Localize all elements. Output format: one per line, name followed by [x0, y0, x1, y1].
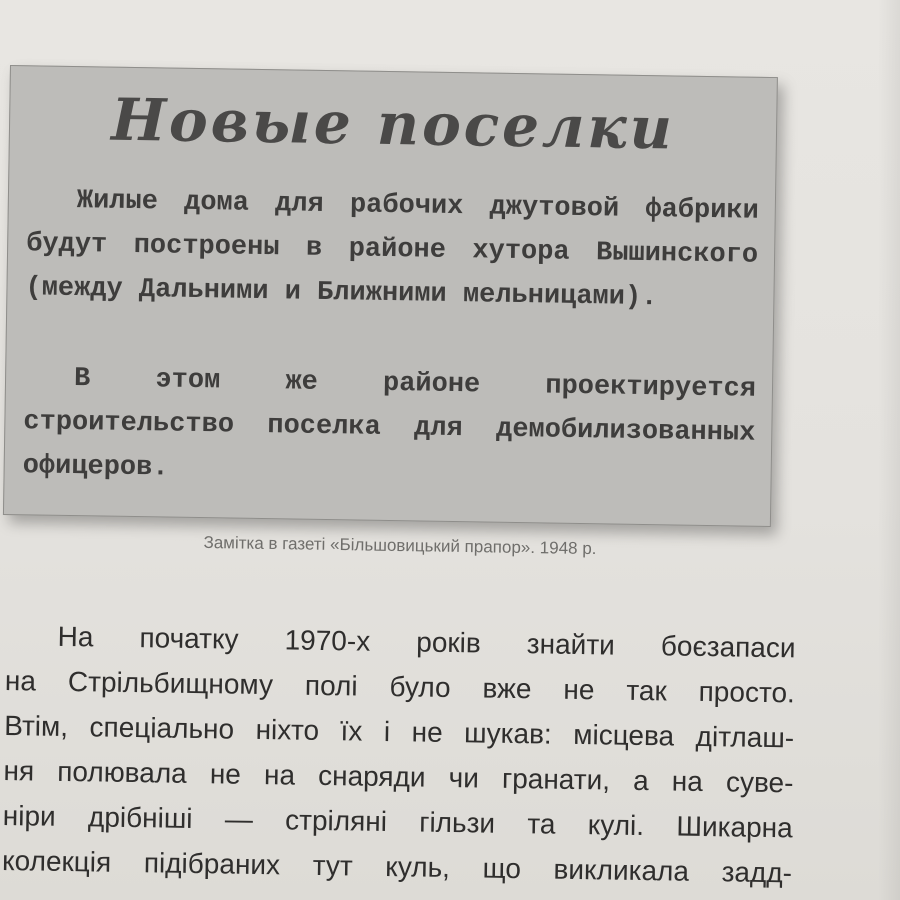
- clipping-title: Новые поселки: [110, 85, 676, 163]
- clipping-paragraph-2-text: В этом же районе проектируется строительство поселка для демобилизованных офицеров.: [22, 364, 757, 484]
- body-line: Втім, спеціально ніхто їх і не шукав: місцева дітлаш-: [3, 709, 795, 754]
- book-body-text: [2, 613, 796, 895]
- clipping-caption: Замітка в газеті «Більшовицький прапор». 1948 р.: [203, 532, 597, 559]
- clipping-paragraph-1-text: Жилые дома для рабочих джутовой фабрики будут построены в районе хутора Вышинского (между Дальними и Ближними мельницами).: [25, 186, 760, 314]
- clipping-paragraph-1: [25, 178, 759, 321]
- clipping-paragraph-2: [22, 356, 756, 499]
- body-line: колекція підібраних тут куль, що викликала задд-: [1, 844, 793, 889]
- body-line: На початку 1970-х років знайти боєзапаси: [57, 620, 796, 664]
- body-line: ня полювала не на снаряди чи гранати, а на суве-: [3, 754, 794, 799]
- paragraph-indent: [27, 206, 77, 207]
- paragraph-indent: [24, 384, 74, 385]
- newspaper-clipping: [3, 65, 778, 527]
- body-line: ніри дрібніші — стріляні гільзи та кулі. Шикарна: [2, 799, 793, 844]
- body-line: на Стрільбищному полі було вже не так просто.: [4, 664, 796, 709]
- page-edge-shadow: [878, 0, 900, 900]
